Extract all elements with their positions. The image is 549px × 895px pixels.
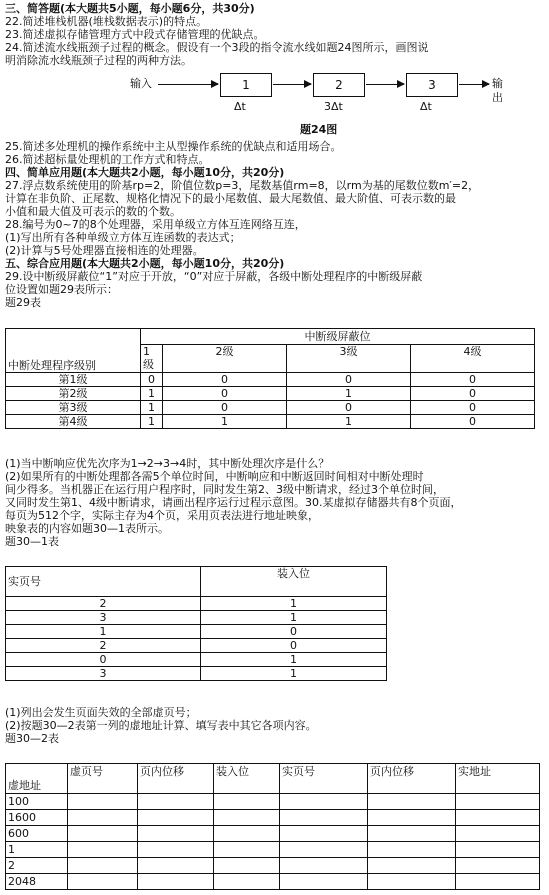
section4-heading: 四、简单应用题(本大题共2小题，每小题10分，共20分) [5, 166, 285, 179]
table-row [6, 373, 535, 387]
cell: 1 [163, 415, 287, 429]
table-row [6, 842, 540, 858]
stage-3-time: Δt [420, 100, 432, 113]
table-row [6, 653, 387, 667]
figure-24-caption: 题24图 [300, 123, 338, 136]
cell: 1 [201, 653, 387, 667]
col-header-3: 3级 [287, 345, 411, 373]
pipeline-stage-1: 1 [220, 73, 272, 97]
table-row [6, 387, 535, 401]
row-header-label: 中断处理程序级别 [8, 359, 96, 372]
question-30-line1: 每页为512个字，实际主存为4个页，采用页表法进行地址映象， [5, 509, 319, 522]
question-29-part2-line2: 间少得多。当机器正在运行用户程序时，同时发生第2、3级中断请求，经过3个单位时间， [5, 483, 444, 496]
question-27-line3: 小值和最大值及可表示的数的个数。 [5, 205, 181, 218]
table-row [6, 625, 387, 639]
cell: 0 [287, 373, 411, 387]
cell: 2 [6, 858, 68, 874]
table-30-2-label: 题30—2表 [5, 732, 59, 745]
stage-1-time: Δt [234, 100, 246, 113]
pipeline-output-label: 输出 [492, 77, 503, 104]
group-header-label: 中断级屏蔽位 [304, 330, 371, 343]
col-header-page: 实页号 [6, 567, 201, 597]
cell: 1 [201, 667, 387, 681]
col-header-offset: 页内位移 [138, 764, 214, 794]
table-row [6, 667, 387, 681]
question-28-part1: (1)写出所有各种单级立方体互连函数的表达式； [5, 231, 241, 244]
cell: 1 [201, 611, 387, 625]
table-row [6, 858, 540, 874]
table-row [6, 597, 387, 611]
row-header-cell [6, 329, 141, 373]
cell: 1600 [6, 810, 68, 826]
table-row [6, 810, 540, 826]
cell: 0 [287, 401, 411, 415]
table-row [6, 401, 535, 415]
row-label: 第1级 [6, 373, 141, 387]
cell: 0 [411, 415, 535, 429]
cell: 1 [287, 387, 411, 401]
table-row [6, 874, 540, 890]
section5-heading: 五、综合应用题(本大题共2小题，每小题10分，共20分) [5, 257, 285, 270]
table-30-1 [5, 566, 387, 681]
pipeline-input-label: 输入 [130, 77, 152, 90]
cell: 600 [6, 826, 68, 842]
question-29-part2-line1: (2)如果所有的中断处理都各需5个单位时间，中断响应和中断返回时间相对中断处理时 [5, 470, 424, 483]
arrow-in [158, 84, 218, 85]
cell: 0 [201, 639, 387, 653]
cell: 0 [411, 373, 535, 387]
cell: 0 [6, 653, 201, 667]
question-29-part2-line3: 又同时发生第1、4级中断请求，请画出程序运行过程示意图。30.某虚拟存储器共有8个页面， [5, 496, 462, 509]
cell: 100 [6, 794, 68, 810]
question-22: 22.简述堆栈机器(堆栈数据表示)的特点。 [5, 15, 208, 28]
question-27-line1: 27.浮点数系统使用的阶基rp=2，阶值位数p=3，尾数基值rm=8，以rm为基的尾数位数m′=2， [5, 179, 480, 192]
question-24-line1: 24.简述流水线瓶颈子过程的概念。假设有一个3段的指令流水线如题24图所示，画图说 [5, 41, 429, 54]
stage-2-time: 3Δt [324, 100, 343, 113]
table-row [6, 415, 535, 429]
arrow-1-2 [273, 84, 311, 85]
question-30-line2: 映象表的内容如题30—1表所示。 [5, 522, 169, 535]
question-30-part1: (1)列出会发生页面失效的全部虚页号； [5, 706, 197, 719]
pipeline-stage-3: 3 [406, 73, 458, 97]
col-header-virtual-address: 虚地址 [6, 764, 68, 794]
question-27-line2: 计算在非负阶、正尾数、规格化情况下的最小尾数值、最大尾数值、最大阶值、可表示数的最 [5, 192, 456, 205]
question-29-part1: (1)当中断响应优先次序为1→2→3→4时，其中断处理次序是什么？ [5, 457, 330, 470]
cell: 0 [163, 401, 287, 415]
row-label: 第4级 [6, 415, 141, 429]
cell: 3 [6, 611, 201, 625]
question-25: 25.简述多处理机的操作系统中主从型操作系统的优缺点和适用场合。 [5, 140, 342, 153]
cell: 0 [163, 373, 287, 387]
cell: 2 [6, 597, 201, 611]
cell: 0 [411, 401, 535, 415]
table-29-label: 题29表 [5, 296, 41, 309]
question-23: 23.简述虚拟存储管理方式中段式存储管理的优缺点。 [5, 28, 265, 41]
table-30-2 [5, 763, 540, 890]
question-29-line2: 位设置如题29表所示： [5, 283, 118, 296]
question-28-line1: 28.编号为0~7的8个处理器，采用单级立方体互连网络互连， [5, 218, 306, 231]
cell: 1 [6, 842, 68, 858]
question-26: 26.简述超标量处理机的工作方式和特点。 [5, 153, 210, 166]
cell: 2048 [6, 874, 68, 890]
figure-24-pipeline [130, 68, 510, 138]
table-row [6, 826, 540, 842]
col-header-virtual-page: 虚页号 [68, 764, 138, 794]
col-header-real-address: 实地址 [456, 764, 540, 794]
table-row [6, 794, 540, 810]
row-label: 第3级 [6, 401, 141, 415]
row-label: 第2级 [6, 387, 141, 401]
col-header-load-bit: 装入位 [214, 764, 280, 794]
group-header-cell [141, 329, 535, 345]
col-header-2: 2级 [163, 345, 287, 373]
question-29-line1: 29.设中断级屏蔽位“1”对应于开放，“0”对应于屏蔽，各级中断处理程序的中断级屏蔽 [5, 270, 423, 283]
cell: 3 [6, 667, 201, 681]
table-row [6, 611, 387, 625]
table-row [6, 639, 387, 653]
col-header-4: 4级 [411, 345, 535, 373]
cell: 1 [287, 415, 411, 429]
question-28-part2: (2)计算与5号处理器直接相连的处理器。 [5, 244, 204, 257]
col-header-1: 1级 [141, 345, 163, 373]
cell: 1 [141, 415, 163, 429]
cell: 0 [201, 625, 387, 639]
cell: 1 [141, 401, 163, 415]
cell: 0 [411, 387, 535, 401]
col-header-load-bit: 装入位 [201, 567, 387, 597]
table-29 [5, 328, 535, 429]
section3-heading: 三、简答题(本大题共5小题，每小题6分，共30分) [5, 2, 255, 15]
col-header-real-page: 实页号 [280, 764, 368, 794]
cell: 0 [163, 387, 287, 401]
table-30-1-label: 题30—1表 [5, 535, 59, 548]
cell: 0 [141, 373, 163, 387]
col-header-real-offset: 页内位移 [368, 764, 456, 794]
arrow-out [459, 84, 489, 85]
cell: 1 [141, 387, 163, 401]
pipeline-stage-2: 2 [313, 73, 365, 97]
cell: 1 [201, 597, 387, 611]
cell: 2 [6, 639, 201, 653]
cell: 1 [6, 625, 201, 639]
question-24-line2: 明消除流水线瓶颈子过程的两种方法。 [5, 54, 192, 67]
question-30-part2: (2)按题30—2表第一列的虚地址计算、填写表中其它各项内容。 [5, 719, 317, 732]
arrow-2-3 [366, 84, 404, 85]
